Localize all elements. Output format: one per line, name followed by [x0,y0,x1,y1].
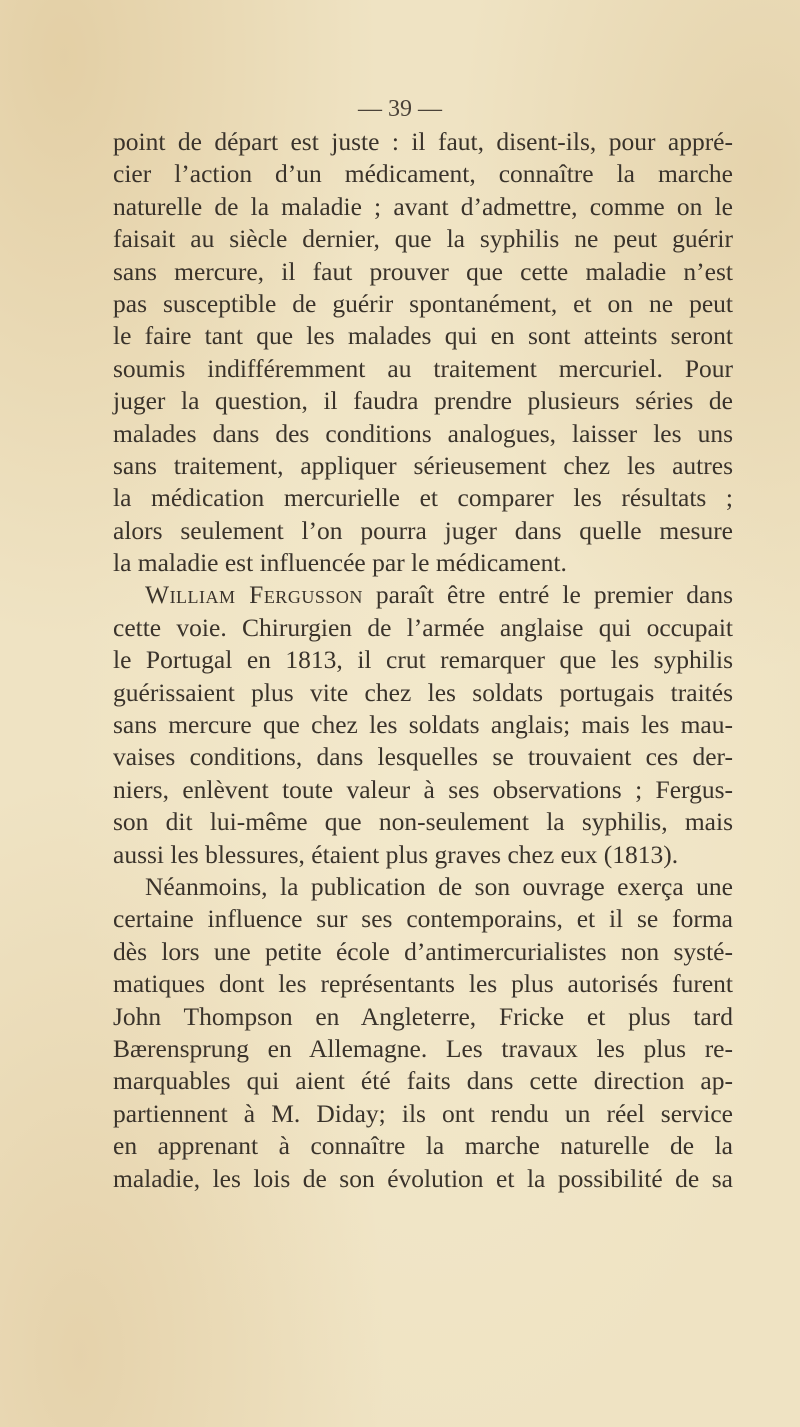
text-line: marquables qui aient été faits dans cette direction ap- [113,1066,733,1096]
text-line: vaises conditions, dans lesquelles se trouvaient ces der- [113,742,733,772]
text-line: alors seulement l’on pourra juger dans quelle mesure [113,515,733,545]
paragraph-first-line [113,577,733,609]
text-line: la maladie est influencée par le médicament. [113,548,567,578]
text-line: niers, enlèvent toute valeur à ses observations ; Fergus- [113,774,733,804]
text-run: paraît être entré le premier dans [362,580,733,610]
text-line: juger la question, il faudra prendre plusieurs séries de [113,386,733,416]
text-line: cier l’action d’un médicament, connaître la marche [113,159,733,189]
text-line: malades dans des conditions analogues, laisser les uns [113,418,733,448]
text-line: guérissaient plus vite chez les soldats portugais traités [113,677,733,707]
text-line: maladie, les lois de son évolution et la possibilité de sa [113,1163,733,1193]
text-line: point de départ est juste : il faut, disent-ils, pour appré- [113,127,733,156]
text-line: sans mercure, il faut prouver que cette maladie n’est [113,256,733,286]
text-line: partiennent à M. Diday; ils ont rendu un réel service [113,1098,733,1128]
text-line: pas susceptible de guérir spontanément, et on ne peut [113,288,733,318]
paragraph-first-line: Néanmoins, la publication de son ouvrage exerça une [145,871,733,901]
text-line: certaine influence sur ses contemporains, et il se forma [113,904,733,934]
text-line: la médication mercurielle et comparer les résultats ; [113,483,733,513]
body-text [113,124,733,1193]
text-line: soumis indifféremment au traitement mercuriel. Pour [113,353,733,383]
text-line: aussi les blessures, étaient plus graves chez eux (1813). [113,839,679,869]
text-line: dès lors une petite école d’antimercurialistes non systé- [113,936,733,966]
text-line: John Thompson en Angleterre, Fricke et plus tard [113,1001,733,1031]
author-name: William Fergusson [145,580,363,610]
text-line: matiques dont les représentants les plus autorisés furent [113,969,733,999]
text-line: le Portugal en 1813, il crut remarquer que les syphilis [113,645,733,675]
text-line: cette voie. Chirurgien de l’armée anglaise qui occupait [113,612,733,642]
text-line: sans mercure que chez les soldats anglais; mais les mau- [113,710,733,740]
text-line: son dit lui-même que non-seulement la syphilis, mais [113,807,733,837]
text-line: naturelle de la maladie ; avant d’admettre, comme on le [113,191,733,221]
text-line: le faire tant que les malades qui en sont atteints seront [113,321,733,351]
text-line: faisait au siècle dernier, que la syphilis ne peut guérir [113,224,733,254]
text-line: sans traitement, appliquer sérieusement chez les autres [113,450,733,480]
text-line: Bærensprung en Allemagne. Les travaux les plus re- [113,1033,733,1063]
text-line: en apprenant à connaître la marche naturelle de la [113,1131,733,1161]
page-number: — 39 — [358,96,442,122]
